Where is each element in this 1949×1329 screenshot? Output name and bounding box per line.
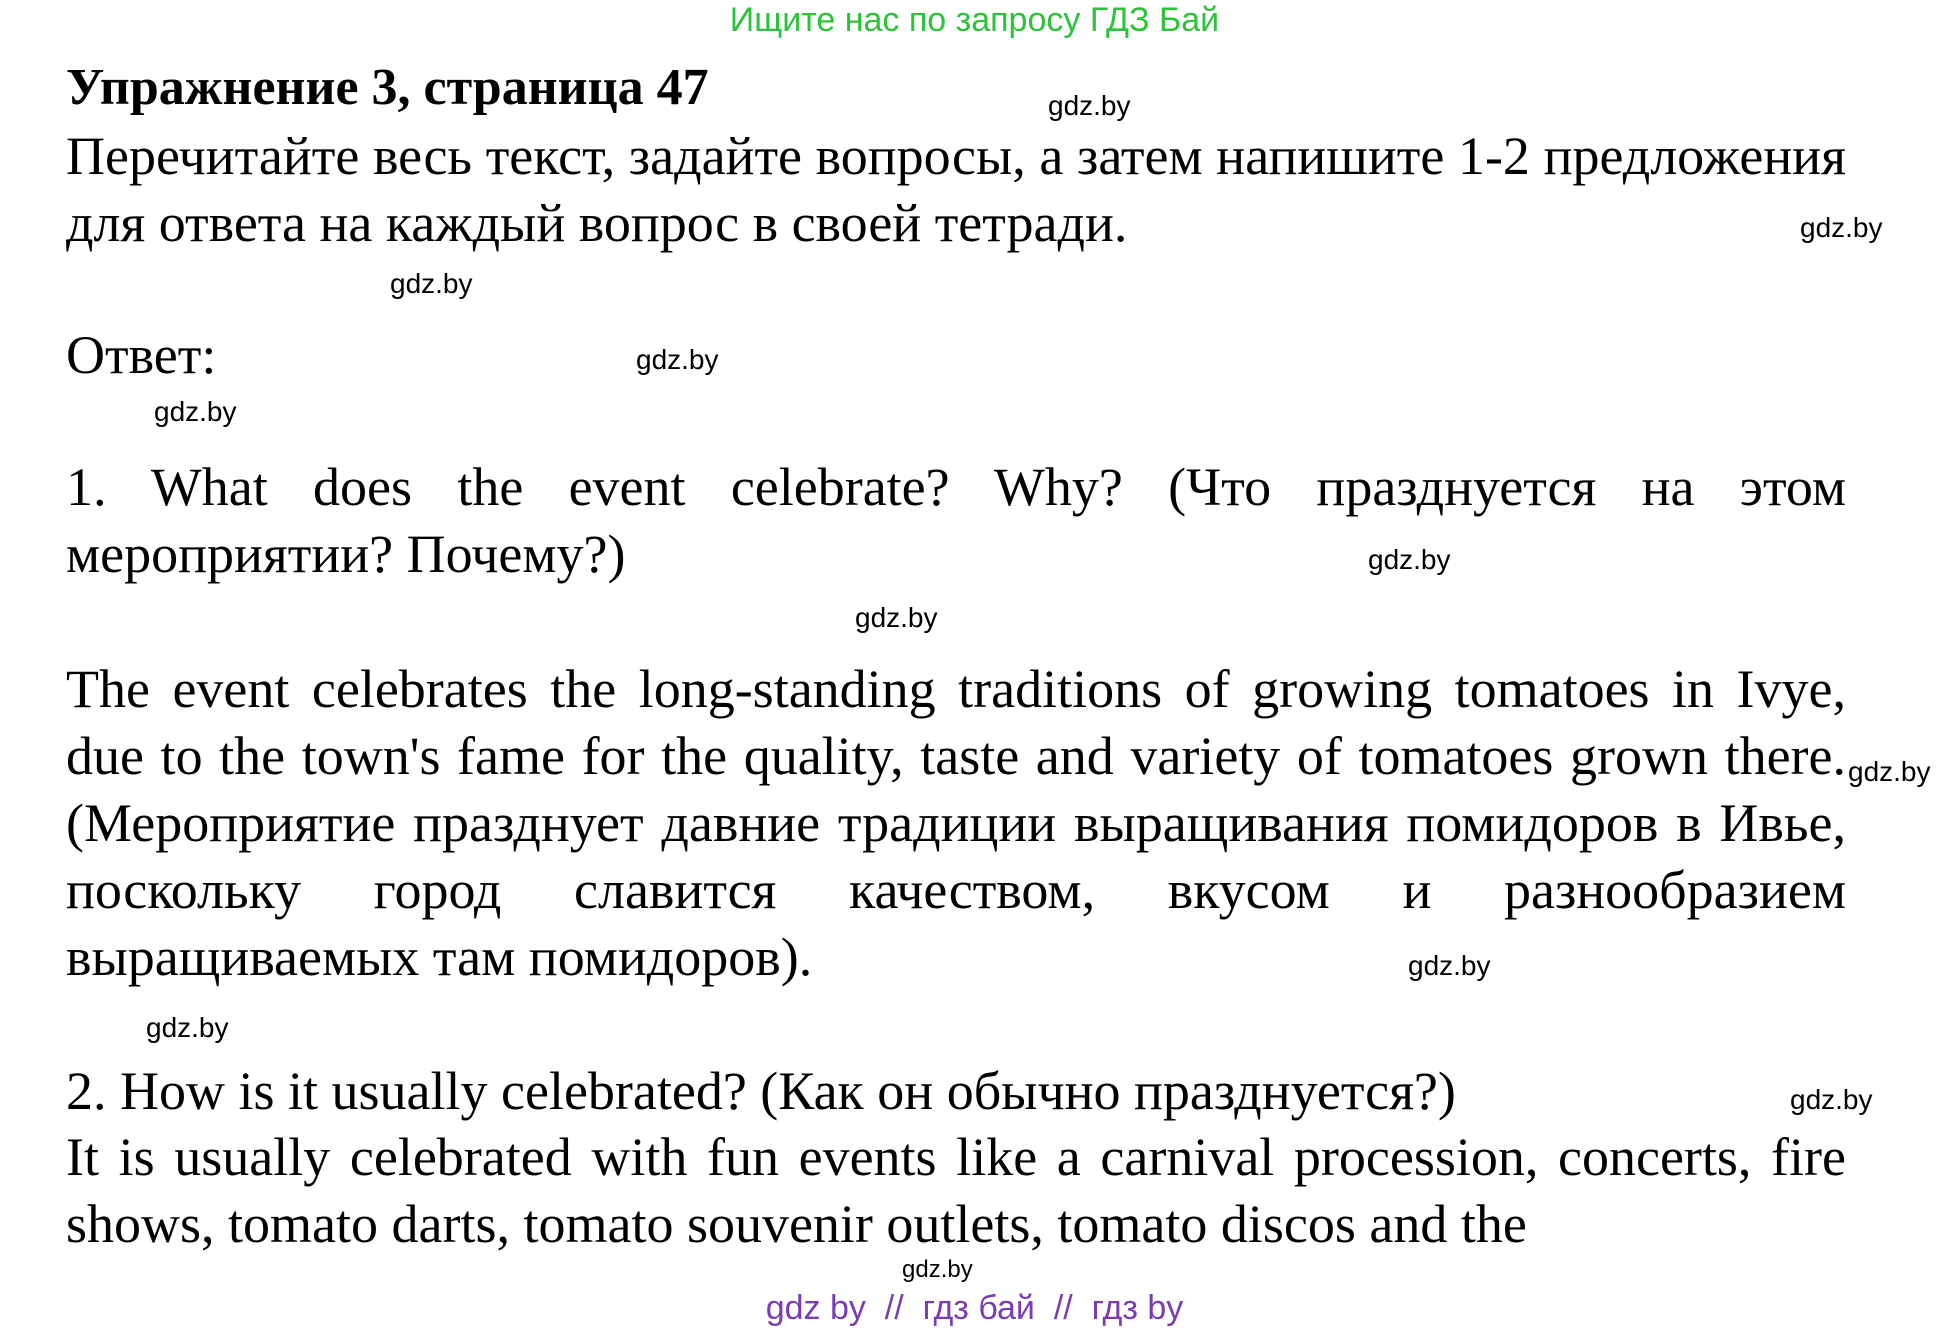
watermark: gdz.by bbox=[146, 1012, 229, 1043]
answer-2: It is usually celebrated with fun events like a carnival procession, concerts, fire shows, tomato darts, tomato souvenir outlets, tomato discos and the bbox=[66, 1127, 1846, 1254]
top-banner: Ищите нас по запросу ГДЗ Бай bbox=[729, 1, 1220, 39]
page-title: Упражнение 3, страница 47 bbox=[66, 59, 709, 116]
answer-1: The event celebrates the long-standing traditions of growing tomatoes in Ivye, due to the town's fame for the quality, taste and variety of tomatoes grown there. (Мероприятие празднует давние традиции выращивания помидоров в Ивье, поскольку город славится качеством, вкусом и разнообразием выращиваемых там помидоров). bbox=[66, 659, 1846, 987]
watermark: gdz.by bbox=[1048, 90, 1131, 121]
footer-links: gdz by // гдз бай // гдз by bbox=[765, 1289, 1184, 1327]
instruction-text: Перечитайте весь текст, задайте вопросы, а затем напишите 1-2 предложения для ответа на каждый вопрос в своей тетради. bbox=[66, 126, 1846, 253]
watermark: gdz.by bbox=[1800, 212, 1883, 243]
watermark: gdz.by bbox=[855, 602, 938, 633]
watermark: gdz.by bbox=[1848, 756, 1931, 787]
watermark: gdz.by bbox=[636, 344, 719, 375]
watermark: gdz.by bbox=[902, 1256, 973, 1283]
watermark: gdz.by bbox=[1368, 544, 1451, 575]
answer-label: Ответ: bbox=[66, 325, 217, 385]
watermark: gdz.by bbox=[154, 396, 237, 427]
question-1: 1. What does the event celebrate? Why? (Что празднуется на этом мероприятии? Почему?) bbox=[66, 457, 1846, 584]
question-2: 2. How is it usually celebrated? (Как он обычно празднуется?) bbox=[66, 1061, 1456, 1121]
watermark: gdz.by bbox=[1790, 1084, 1873, 1115]
watermark: gdz.by bbox=[390, 268, 473, 299]
watermark: gdz.by bbox=[1408, 950, 1491, 981]
